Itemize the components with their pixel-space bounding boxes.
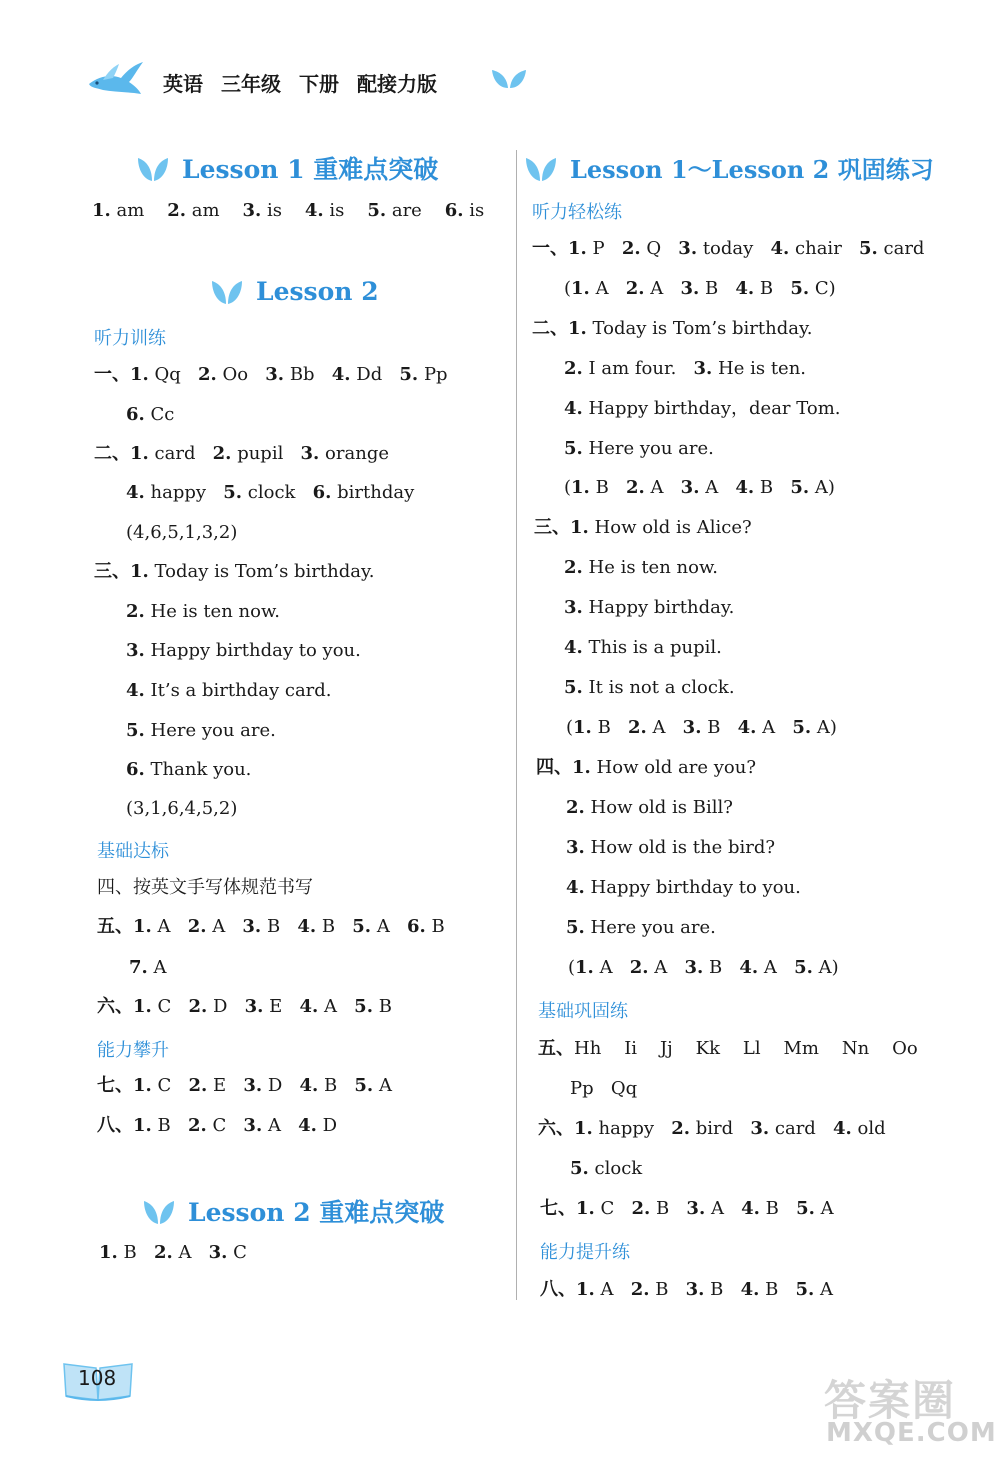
answer-line: 4. happy 5. clock 6. birthday [126, 482, 415, 503]
answer-line: 5. Here you are. [564, 438, 714, 459]
column-divider [516, 150, 517, 1300]
watermark-top: 答案圈 [824, 1376, 957, 1425]
answer-line: Pp Qq [570, 1078, 638, 1099]
answer-line: 七、1. C 2. B 3. A 4. B 5. A [540, 1198, 834, 1219]
answer-line: 5. Here you are. [126, 720, 276, 741]
answer-line: 4. Happy birthday to you. [566, 877, 801, 898]
subsection-title: 听力训练 [94, 328, 166, 349]
answer-line: 二、1. Today is Tom’s birthday. [532, 318, 813, 339]
answer-line: 六、1. happy 2. bird 3. card 4. old [538, 1118, 886, 1139]
leaf-icon [491, 68, 527, 90]
edition-label: 配接力版 [357, 72, 437, 96]
answer-line: 6. Thank you. [126, 759, 252, 780]
section-title: Lesson 1 重难点突破 [182, 155, 439, 184]
leaf-icon [136, 153, 170, 183]
answer-line: 四、1. How old are you? [536, 757, 756, 778]
page-number: 108 [78, 1366, 117, 1390]
answer-line: (1. A 2. A 3. B 4. A 5. A) [568, 957, 839, 978]
answer-line: 3. Happy birthday to you. [126, 640, 361, 661]
subsection-title: 基础巩固练 [538, 1001, 628, 1022]
subsection-title: 能力提升练 [540, 1242, 630, 1263]
section-heading-lesson2-key [142, 1193, 444, 1229]
watermark-bottom: MXQE.COM [826, 1418, 997, 1448]
page-number-badge [62, 1360, 134, 1404]
answer-line: (1. B 2. A 3. B 4. A 5. A) [566, 717, 837, 738]
answer-line: 一、1. P 2. Q 3. today 4. chair 5. card [532, 238, 925, 259]
answer-line: 6. Cc [126, 404, 175, 425]
page-header [85, 58, 565, 108]
subject-label: 英语 [163, 72, 203, 96]
answer-line: 3. How old is the bird? [566, 837, 776, 858]
subsection-title: 基础达标 [97, 841, 169, 862]
answer-line: (4,6,5,1,3,2) [126, 522, 238, 543]
section-title: Lesson 1～Lesson 2 巩固练习 [570, 155, 934, 184]
answer-line: 4. Happy birthday，dear Tom. [564, 398, 841, 419]
answer-line: 六、1. C 2. D 3. E 4. A 5. B [97, 996, 392, 1017]
answer-line: 三、1. How old is Alice? [534, 517, 752, 538]
answer-line: 5. clock [570, 1158, 643, 1179]
answer-line: 八、1. A 2. B 3. B 4. B 5. A [540, 1279, 834, 1300]
answer-line: 3. Happy birthday. [564, 597, 735, 618]
section-heading-review [524, 150, 934, 185]
answer-line: (3,1,6,4,5,2) [126, 798, 238, 819]
leaf-icon [210, 276, 244, 306]
section-title: Lesson 2 重难点突破 [188, 1198, 445, 1227]
answer-line: (1. A 2. A 3. B 4. B 5. C) [564, 278, 836, 299]
header-title [163, 68, 455, 97]
answer-line: 八、1. B 2. C 3. A 4. D [97, 1115, 338, 1136]
leaf-icon [524, 153, 558, 183]
answer-line: 2. I am four. 3. He is ten. [564, 358, 807, 379]
answer-line: 5. It is not a clock. [564, 677, 735, 698]
answer-line: 4. It’s a birthday card. [126, 680, 332, 701]
section-heading-lesson2 [210, 276, 379, 306]
answer-line: 七、1. C 2. E 3. D 4. B 5. A [97, 1075, 392, 1096]
answer-line: 1. B 2. A 3. C [99, 1242, 247, 1263]
leaf-icon [142, 1196, 176, 1226]
watermark [822, 1368, 997, 1452]
answer-line: 7. A [129, 957, 167, 978]
answer-line: 二、1. card 2. pupil 3. orange [94, 443, 389, 464]
section-heading-lesson1 [136, 150, 438, 186]
answer-line: 五、Hh Ii Jj Kk Ll Mm Nn Oo [538, 1038, 918, 1059]
volume-label: 下册 [299, 72, 339, 96]
answer-line: 5. Here you are. [566, 917, 716, 938]
answer-line: 2. How old is Bill? [566, 797, 733, 818]
grade-label: 三年级 [221, 72, 281, 96]
section-title: Lesson 2 [256, 276, 379, 306]
bird-logo-icon [85, 58, 145, 98]
answer-line: 三、1. Today is Tom’s birthday. [94, 561, 375, 582]
subsection-title: 能力攀升 [97, 1040, 169, 1061]
answer-line: 五、1. A 2. A 3. B 4. B 5. A 6. B [97, 916, 445, 937]
answer-line: 2. He is ten now. [126, 601, 280, 622]
subsection-title: 听力轻松练 [532, 202, 622, 223]
answer-line: 4. This is a pupil. [564, 637, 722, 658]
answer-line: (1. B 2. A 3. A 4. B 5. A) [564, 477, 835, 498]
answer-line: 一、1. Qq 2. Oo 3. Bb 4. Dd 5. Pp [94, 364, 448, 385]
answer-line: 1. am 2. am 3. is 4. is 5. are 6. is [92, 200, 485, 221]
answer-line: 2. He is ten now. [564, 557, 718, 578]
answer-line: 四、按英文手写体规范书写 [97, 877, 313, 898]
